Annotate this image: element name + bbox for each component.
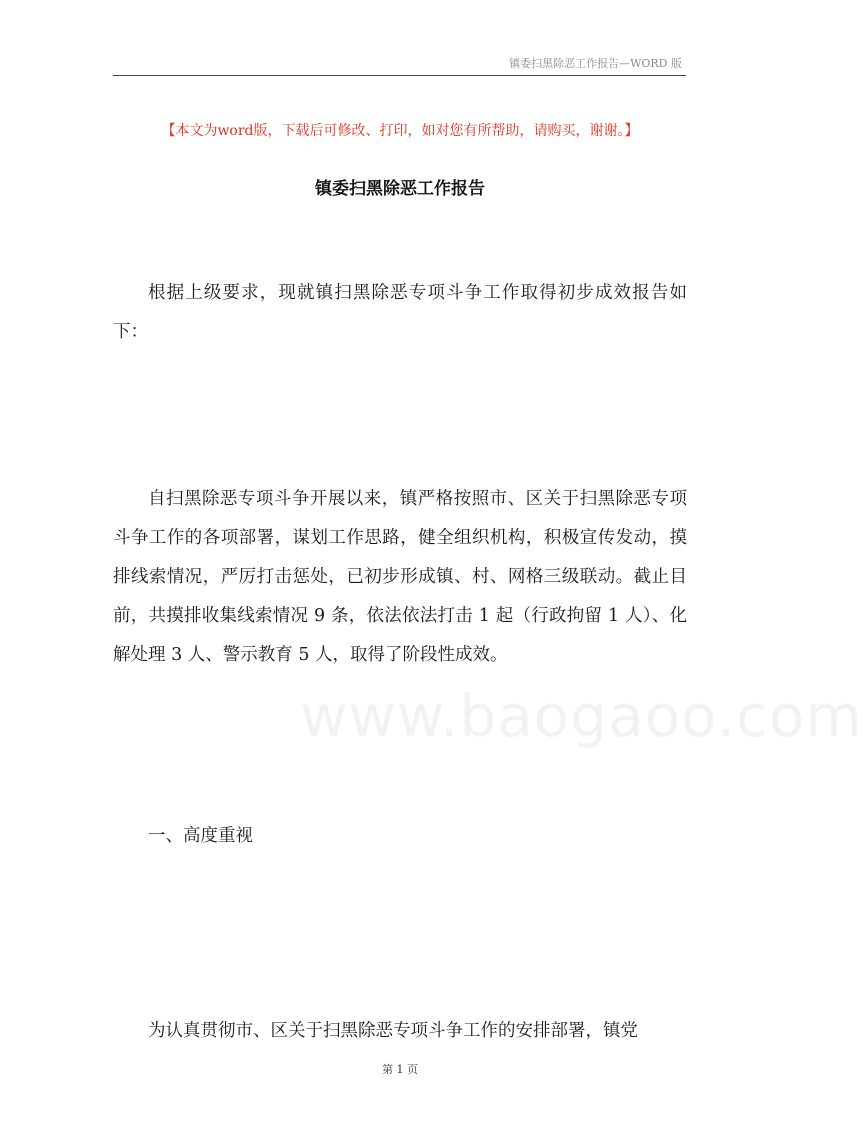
header-divider [113, 75, 686, 76]
paragraph-intro: 根据上级要求，现就镇扫黑除恶专项斗争工作取得初步成效报告如下： [113, 283, 687, 342]
purchase-notice: 【本文为word版，下载后可修改、打印，如对您有所帮助，请购买，谢谢。】 [161, 123, 639, 139]
document-title: 镇委扫黑除恶工作报告 [315, 179, 485, 199]
paragraph-summary: 自扫黑除恶专项斗争开展以来，镇严格按照市、区关于扫黑除恶专项斗争工作的各项部署，谋划工作思路，健全组织机构，积极宣传发动，摸排线索情况，严厉打击惩处，已初步形成镇、村、网格三级联动。截止目前，共摸排收集线索情况 9 条，依法依法打击 1 起（行政拘留 1 人）、化解处理 3 人、警示教育 5 人，取得了阶段性成效。 [113, 489, 687, 665]
page-number: 第 1 页 [382, 1063, 418, 1076]
running-header: 镇委扫黑除恶工作报告—WORD 版 [509, 57, 682, 70]
section-heading: 一、高度重视 [148, 826, 253, 846]
paragraph-section-body: 为认真贯彻市、区关于扫黑除恶专项斗争工作的安排部署，镇党 [148, 1021, 638, 1041]
watermark: www.baogaoo.com [300, 682, 863, 750]
